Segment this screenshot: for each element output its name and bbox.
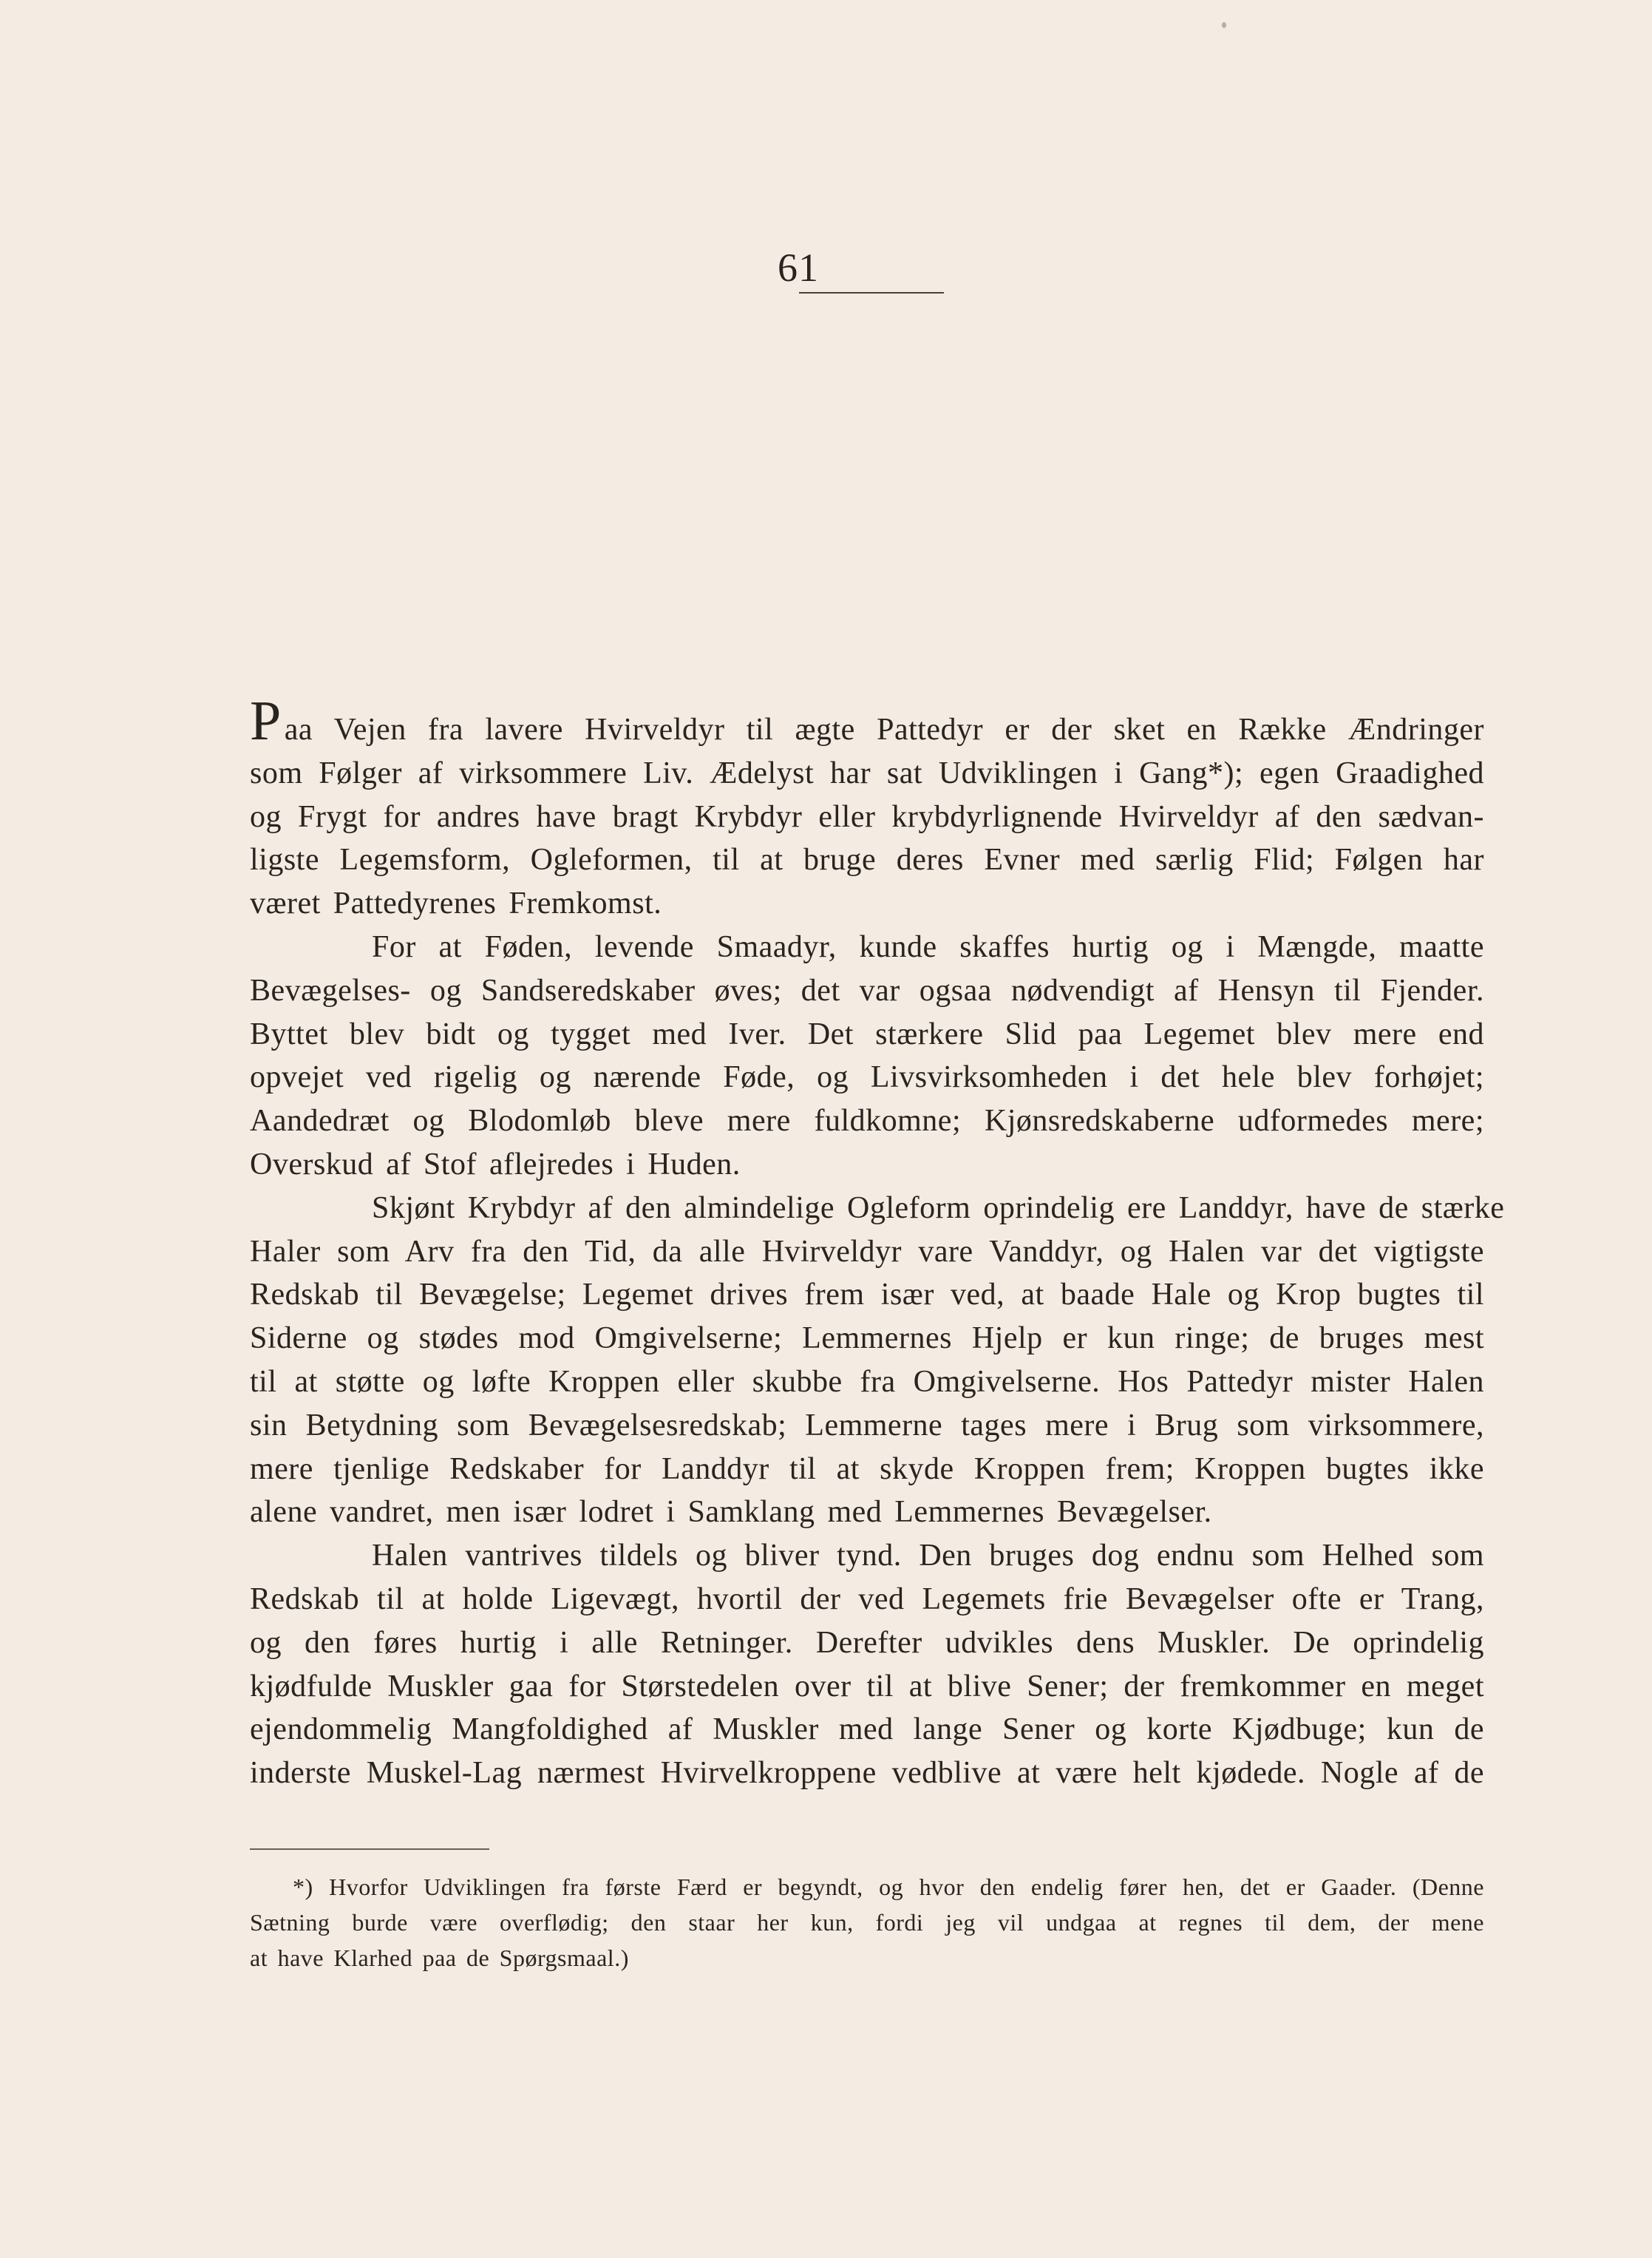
text-line: kjødfulde Muskler gaa for Størstedelen over til at blive Sener; der fremkommer en meget <box>250 1669 1484 1703</box>
text-line: Siderne og stødes mod Omgivelserne; Lemmernes Hjelp er kun ringe; de bruges mest <box>250 1321 1484 1356</box>
text-line: inderste Muskel-Lag nærmest Hvirvelkroppene vedblive at være helt kjødede. Nogle af de <box>250 1756 1484 1791</box>
text-line: opvejet ved rigelig og nærende Føde, og Livsvirksomheden i det hele blev forhøjet; <box>250 1060 1484 1095</box>
text-line: været Pattedyrenes Fremkomst. <box>250 886 662 921</box>
text-line: Redskab til at holde Ligevægt, hvortil der ved Legemets frie Bevægelser ofte er Trang, <box>250 1581 1484 1616</box>
text-line: til at støtte og løfte Kroppen eller skubbe fra Omgivelserne. Hos Pattedyr mister Halen <box>250 1364 1484 1399</box>
drop-initial: P <box>250 690 282 752</box>
page-number: 61 <box>778 245 819 290</box>
text-line: Halen vantrives tildels og bliver tynd. Den bruges dog endnu som Helhed som <box>372 1539 1484 1573</box>
paragraph-1 <box>250 690 1484 926</box>
text-line: Bevægelses- og Sandseredskaber øves; det var ogsaa nødvendigt af Hensyn til Fjender. <box>250 973 1484 1008</box>
text-line: ligste Legemsform, Ogleformen, til at bruge deres Evner med særlig Flid; Følgen har <box>250 843 1484 878</box>
page-number-underline <box>799 292 944 294</box>
text-line: Aandedræt og Blodomløb bleve mere fuldkomne; Kjønsredskaberne udformedes mere; <box>250 1104 1484 1139</box>
text-line: Haler som Arv fra den Tid, da alle Hvirveldyr vare Vanddyr, og Halen var det vigtigste <box>250 1234 1484 1269</box>
text-line: Redskab til Bevægelse; Legemet drives frem især ved, at baade Hale og Krop bugtes til <box>250 1278 1484 1312</box>
footnote-line: at have Klarhed paa de Spørgsmaal.) <box>250 1945 629 1971</box>
text-line-content: aa Vejen fra lavere Hvirveldyr til ægte Pattedyr er der sket en Række Ændringer <box>284 713 1484 747</box>
footnote-divider <box>250 1848 489 1850</box>
text-line: For at Føden, levende Smaadyr, kunde skaffes hurtig og i Mængde, maatte <box>372 929 1484 964</box>
footnote <box>250 1869 1484 1976</box>
paper-speck <box>1222 22 1226 28</box>
paragraph-3 <box>250 1187 1505 1534</box>
text-line: mere tjenlige Redskaber for Landdyr til at skyde Kroppen frem; Kroppen bugtes ikke <box>250 1451 1484 1486</box>
text-line: som Følger af virksommere Liv. Ædelyst har sat Udviklingen i Gang*); egen Graadighed <box>250 756 1484 790</box>
footnote-line: *) Hvorfor Udviklingen fra første Færd er begyndt, og hvor den endelig fører hen, det er Gaader. (Denne <box>293 1874 1484 1900</box>
text-line: Skjønt Krybdyr af den almindelige Ogleform oprindelig ere Landdyr, have de stærke <box>372 1190 1505 1225</box>
text-line: og Frygt for andres have bragt Krybdyr eller krybdyrlignende Hvirveldyr af den sædvan- <box>250 799 1484 834</box>
paragraph-4 <box>250 1534 1484 1795</box>
text-line: sin Betydning som Bevægelsesredskab; Lemmerne tages mere i Brug som virksommere, <box>250 1408 1484 1442</box>
text-line: og den føres hurtig i alle Retninger. Derefter udvikles dens Muskler. De oprindelig <box>250 1625 1484 1660</box>
text-line: alene vandret, men især lodret i Samklang med Lemmernes Bevægelser. <box>250 1495 1212 1530</box>
paragraph-2 <box>250 926 1484 1187</box>
body-text <box>250 690 1505 1795</box>
text-line: ejendommelig Mangfoldighed af Muskler med lange Sener og korte Kjødbuge; kun de <box>250 1712 1484 1747</box>
text-line: Byttet blev bidt og tygget med Iver. Det stærkere Slid paa Legemet blev mere end <box>250 1017 1484 1051</box>
text-line: Overskud af Stof aflejredes i Huden. <box>250 1147 741 1181</box>
text-line <box>250 690 1484 752</box>
footnote-line: Sætning burde være overflødig; den staar her kun, fordi jeg vil undgaa at regnes til dem, der mene <box>250 1909 1484 1936</box>
